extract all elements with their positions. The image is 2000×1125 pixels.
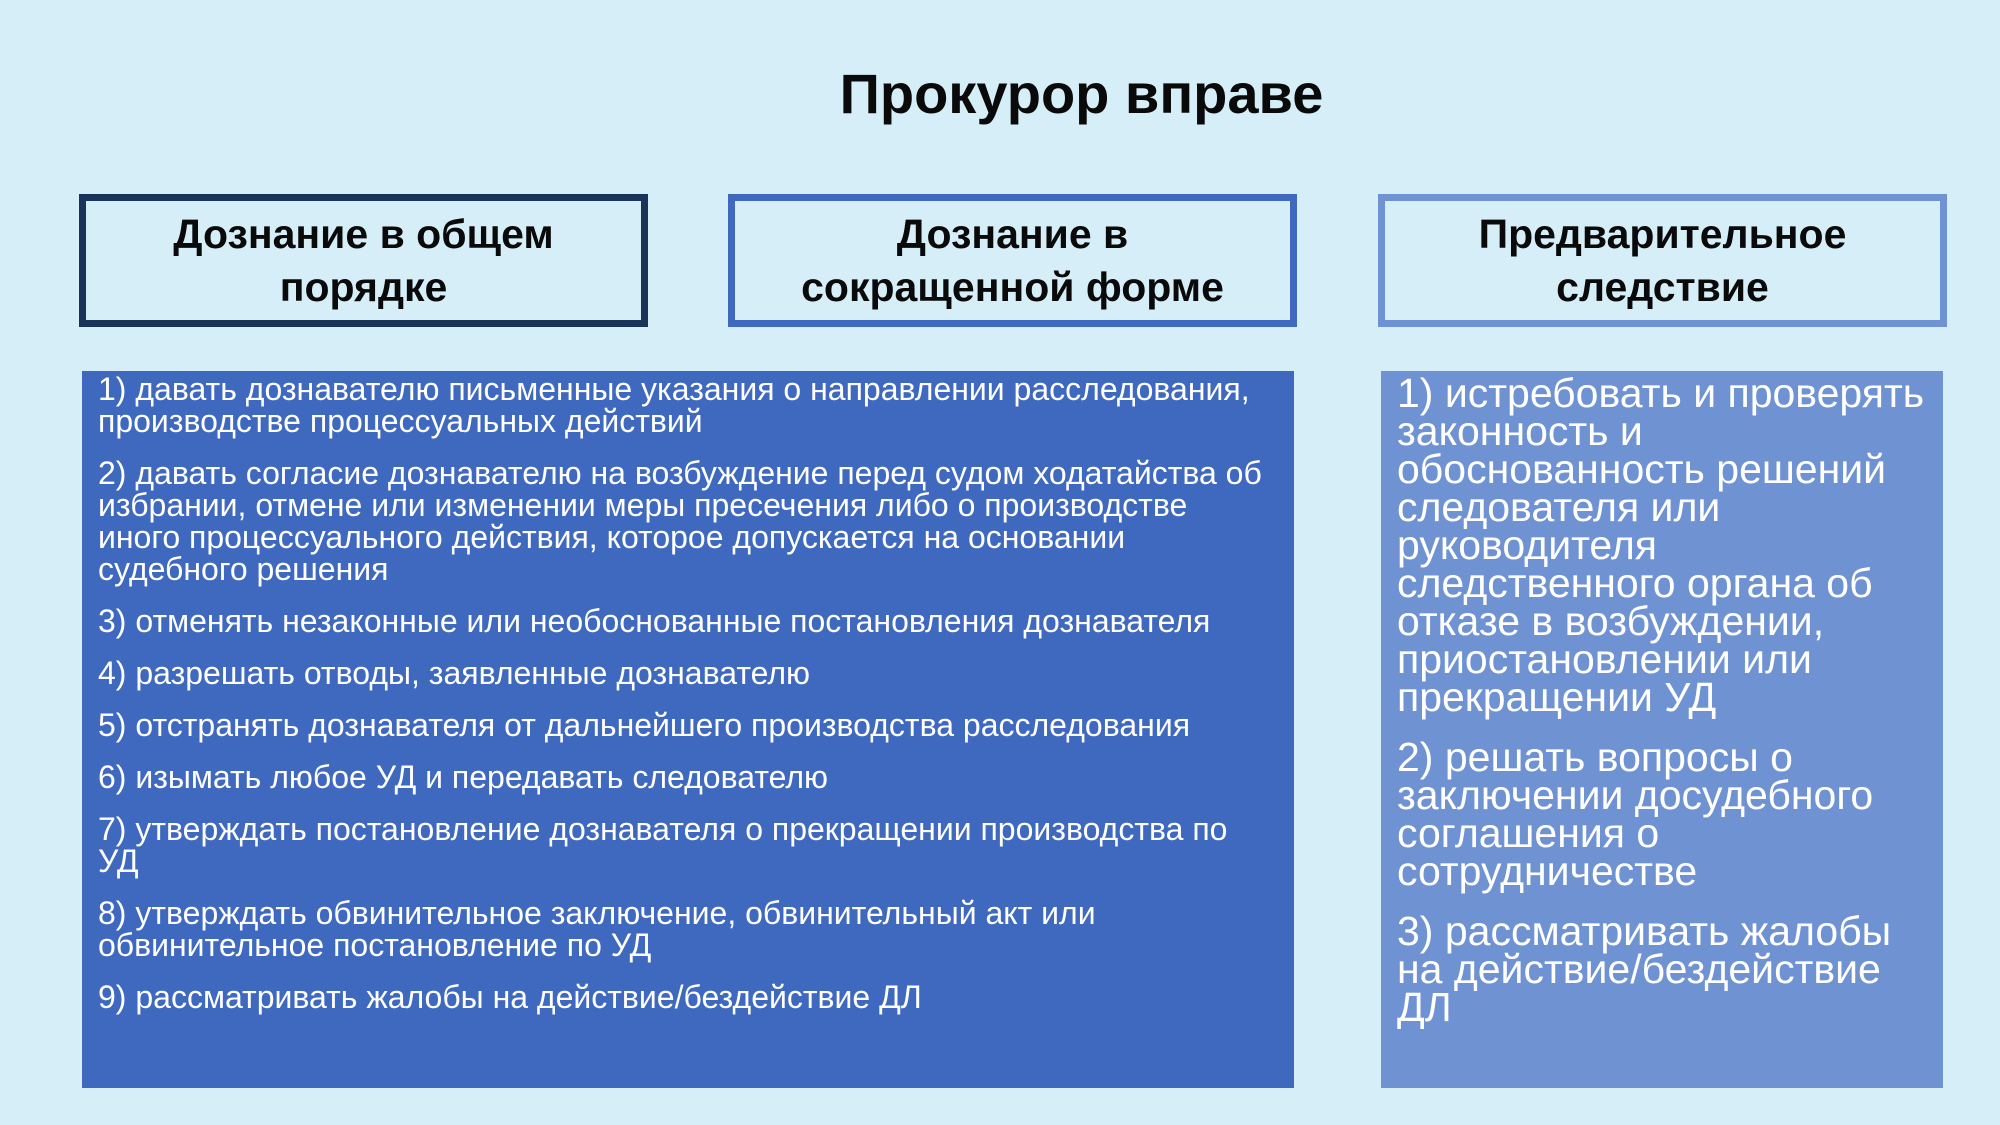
investigation-power-item: 2) решать вопросы о заключении досудебного соглашения о сотрудничестве — [1397, 734, 1874, 894]
header-general-inquiry-label: Дознание в общем порядке — [173, 210, 554, 310]
investigation-power-item: 3) рассматривать жалобы на действие/бездействие ДЛ — [1397, 908, 1892, 1030]
inquiry-powers-panel — [82, 371, 1294, 1088]
page-title: Прокурор вправе — [839, 62, 1324, 125]
header-preliminary-investigation — [1378, 194, 1947, 327]
inquiry-power-item: 6) изымать любое УД и передавать следователю — [98, 759, 829, 795]
investigation-power-item: 1) истребовать и проверять законность и обоснованность решений следователя или руководителя следственного органа об отказе в возбуждении, приостановлении или прекращении УД — [1397, 370, 1925, 720]
inquiry-power-item: 4) разрешать отводы, заявленные дознавателю — [98, 655, 811, 691]
header-short-inquiry-label: Дознание в сокращенной форме — [801, 210, 1224, 310]
header-short-inquiry — [728, 194, 1297, 327]
inquiry-power-item: 9) рассматривать жалобы на действие/бездействие ДЛ — [98, 979, 922, 1015]
inquiry-power-item: 2) давать согласие дознавателю на возбуждение перед судом ходатайства об избрании, отмене или изменении меры пресечения либо о производстве иного процессуального действия, которое допускается на основании судебного решения — [98, 455, 1262, 587]
inquiry-power-item: 8) утверждать обвинительное заключение, обвинительный акт или обвинительное постановление по УД — [98, 895, 1096, 963]
header-preliminary-investigation-label: Предварительное следствие — [1478, 210, 1847, 310]
inquiry-power-item: 3) отменять незаконные или необоснованные постановления дознавателя — [98, 603, 1211, 639]
header-general-inquiry — [79, 194, 648, 327]
investigation-powers-panel — [1381, 371, 1943, 1088]
inquiry-power-item: 5) отстранять дознавателя от дальнейшего производства расследования — [98, 707, 1191, 743]
inquiry-power-item: 7) утверждать постановление дознавателя о прекращении производства по УД — [98, 811, 1228, 879]
inquiry-power-item: 1) давать дознавателю письменные указания о направлении расследования, производстве процессуальных действий — [98, 371, 1250, 439]
